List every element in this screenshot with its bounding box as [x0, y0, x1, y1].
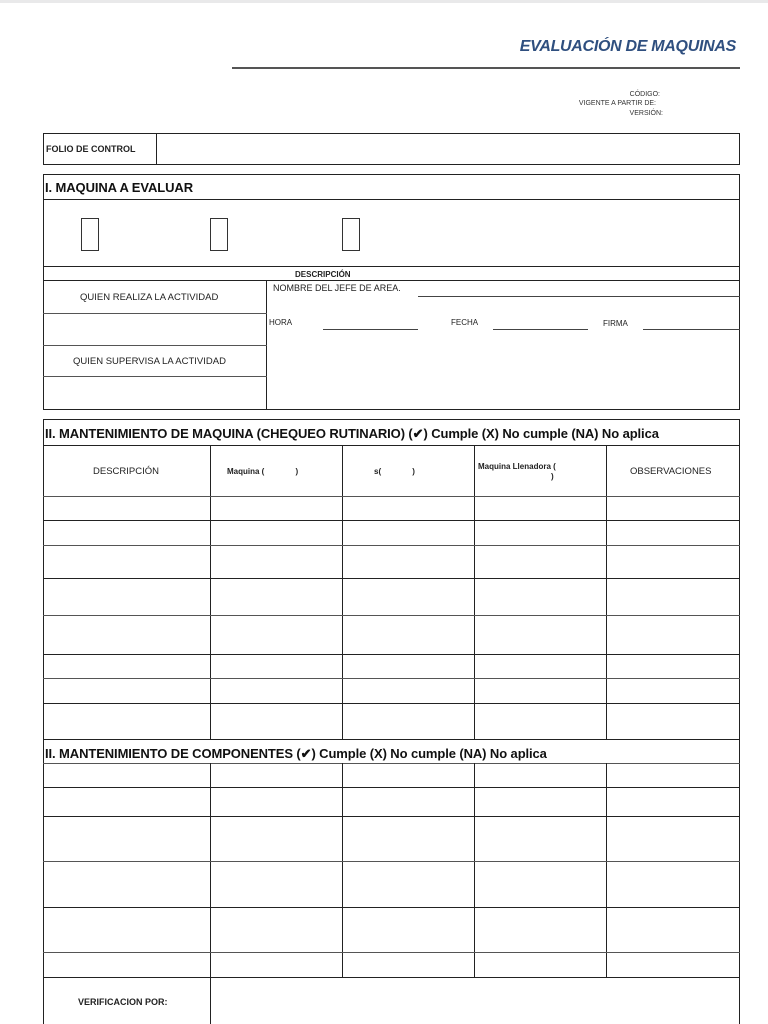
checkbox-1[interactable]	[81, 218, 99, 251]
hora-line[interactable]	[323, 329, 418, 330]
nombre-jefe-label: NOMBRE DEL JEFE DE AREA.	[273, 283, 401, 293]
left-rule-1	[43, 313, 267, 314]
table-row	[43, 739, 740, 740]
table-row	[43, 703, 740, 704]
quien-supervisa-label: QUIEN SUPERVISA LA ACTIVIDAD	[73, 356, 226, 367]
table-row	[43, 578, 740, 579]
header-llenadora: Maquina Llenadora (	[478, 462, 556, 471]
table-row	[43, 654, 740, 655]
vigente-label: VIGENTE A PARTIR DE:	[578, 100, 656, 107]
descripcion-label: DESCRIPCIÓN	[295, 270, 351, 279]
left-rule-2	[43, 345, 267, 346]
col3-divider-3	[474, 763, 475, 977]
col-divider-4	[606, 445, 607, 739]
header-llenadora-close: )	[551, 472, 554, 481]
col-divider-2	[342, 445, 343, 739]
section2-box	[43, 419, 740, 1024]
section2-rule	[43, 445, 740, 446]
section2-title: II. MANTENIMIENTO DE MAQUINA (CHEQUEO RUTINARIO) (✔) Cumple (X) No cumple (NA) No aplica	[45, 426, 659, 441]
table-row	[43, 952, 740, 953]
fecha-line[interactable]	[493, 329, 588, 330]
checkbox-2[interactable]	[210, 218, 228, 251]
quien-realiza-label: QUIEN REALIZA LA ACTIVIDAD	[80, 292, 219, 303]
table-row	[43, 496, 740, 497]
codigo-label: CÓDIGO:	[629, 91, 660, 98]
folio-divider	[156, 133, 157, 165]
firma-line[interactable]	[643, 329, 740, 330]
table-row	[43, 907, 740, 908]
checkbox-3[interactable]	[342, 218, 360, 251]
hora-label: HORA	[269, 318, 293, 327]
table-row	[43, 816, 740, 817]
col3-divider-4	[606, 763, 607, 977]
header-descripcion: DESCRIPCIÓN	[93, 466, 159, 477]
version-label: VERSIÓN:	[629, 110, 663, 117]
verificacion-divider	[210, 977, 211, 1024]
table-row	[43, 787, 740, 788]
col3-divider-2	[342, 763, 343, 977]
table-row	[43, 545, 740, 546]
header-s: s( )	[374, 467, 415, 476]
document-title: EVALUACIÓN DE MAQUINAS	[519, 38, 736, 55]
header-maquina: Maquina ( )	[227, 467, 299, 476]
section1-rule	[43, 199, 740, 200]
header-observaciones: OBSERVACIONES	[630, 466, 712, 477]
section1-title: I. MAQUINA A EVALUAR	[45, 180, 193, 195]
left-rule-3	[43, 376, 267, 377]
section3-rule	[43, 763, 740, 764]
firma-label: FIRMA	[603, 319, 628, 328]
section3-title: II. MANTENIMIENTO DE COMPONENTES (✔) Cumple (X) No cumple (NA) No aplica	[45, 746, 547, 761]
col-divider-1	[210, 445, 211, 739]
fecha-label: FECHA	[451, 318, 479, 327]
desc-rule-top	[43, 266, 740, 267]
verificacion-label: VERIFICACION POR:	[78, 997, 168, 1007]
top-border	[0, 0, 768, 3]
col-divider-3	[474, 445, 475, 739]
nombre-jefe-line[interactable]	[418, 296, 740, 297]
table-row	[43, 861, 740, 862]
table-row	[43, 520, 740, 521]
folio-box	[43, 133, 740, 165]
table-row	[43, 678, 740, 679]
table-row	[43, 977, 740, 978]
folio-label: FOLIO DE CONTROL	[46, 144, 136, 154]
desc-rule-bottom	[43, 280, 740, 281]
col3-divider-1	[210, 763, 211, 977]
title-underline	[232, 67, 740, 69]
table-row	[43, 615, 740, 616]
